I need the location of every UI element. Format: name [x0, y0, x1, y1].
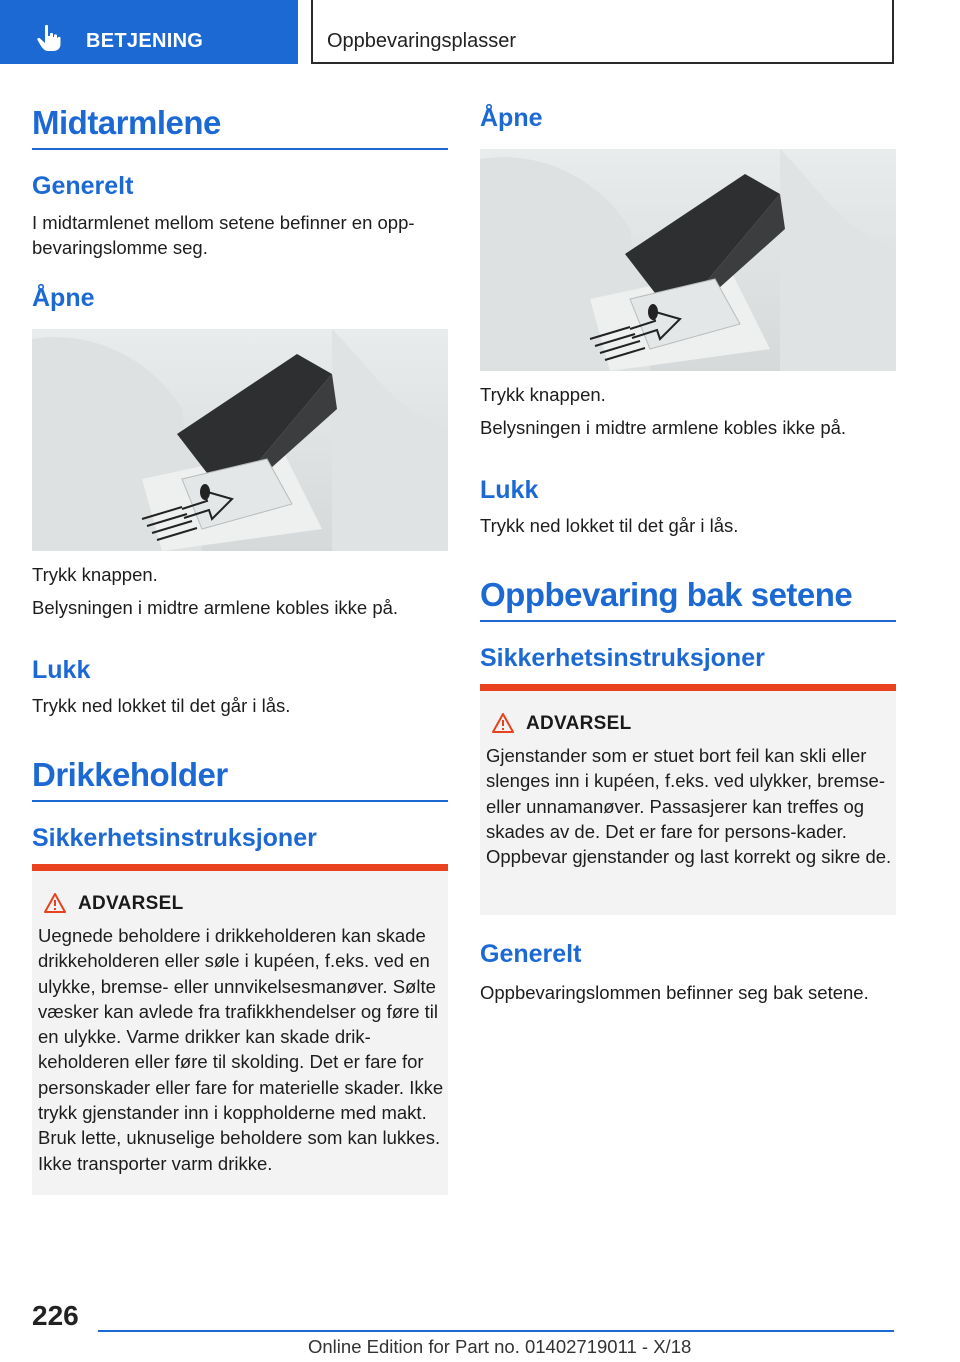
heading-lukk-right: Lukk	[480, 476, 539, 504]
warning-title-right: ADVARSEL	[526, 713, 632, 734]
breadcrumb-box	[311, 0, 894, 64]
footer-edition: Online Edition for Part no. 01402719011 - X/18	[308, 1336, 692, 1357]
warning-triangle-icon	[492, 713, 514, 733]
heading-sikkerhetsinstruksjoner: Sikkerhetsinstruksjoner	[32, 824, 317, 852]
general-text-right: Oppbevaringslommen befinner seg bak setene.	[480, 982, 869, 1003]
heading-generelt-right: Generelt	[480, 940, 582, 968]
close-text-right: Trykk ned lokket til det går i lås.	[480, 515, 739, 536]
warning-text: Uegnede beholdere i drikkeholderen kan skade drikkeholderen eller søle i kupéen, f.eks. ved en ulykke, bremse- eller unnvikelsesmanøver. Sølte væsker kan avlede fra trafikkhendelser og føre til en ulykke. Varme drikker kan skade drik-keholderen eller føre til skolding. Det er fare for personskader eller fare for materielle skader. Ikke trykk gjenstander inn i koppholderne med makt. Bruk lette, uknuselige beholdere som kan lukkes. Ikke transporter varm drikke.	[38, 925, 444, 1174]
open-note-right: Belysningen i midtre armlene kobles ikke på.	[480, 417, 847, 438]
section-label: BETJENING	[86, 30, 204, 52]
open-step: Trykk knappen.	[32, 564, 158, 585]
heading-midtarmlene: Midtarmlene	[32, 104, 448, 150]
warning-box-right	[480, 684, 896, 915]
footer-divider	[98, 1330, 894, 1332]
heading-drikkeholder: Drikkeholder	[32, 756, 448, 802]
hand-pointer-icon	[36, 24, 62, 52]
warning-triangle-icon	[44, 893, 66, 913]
page-number: 226	[32, 1300, 79, 1331]
heading-apne-right: Åpne	[480, 104, 543, 132]
armrest-illustration-right	[480, 149, 896, 371]
general-text: I midtarmlenet mellom setene befinner en opp-bevaringslomme seg.	[32, 212, 415, 258]
open-note: Belysningen i midtre armlene kobles ikke på.	[32, 597, 399, 618]
warning-text-right: Gjenstander som er stuet bort feil kan skli eller slenges inn i kupéen, f.eks. ved ulykker, bremse- eller unnamanøver. Passasjerer kan treffes og skades av de. Det er fare for persons-kader. Oppbevar gjenstander og last korrekt og sikre de.	[486, 745, 892, 868]
heading-oppbevaring-bak-setene: Oppbevaring bak setene	[480, 576, 896, 622]
warning-title: ADVARSEL	[78, 893, 184, 914]
open-step-right: Trykk knappen.	[480, 384, 606, 405]
armrest-photo	[32, 329, 448, 551]
close-text: Trykk ned lokket til det går i lås.	[32, 695, 291, 716]
heading-lukk: Lukk	[32, 656, 91, 684]
warning-box	[32, 864, 448, 1195]
breadcrumb: Oppbevaringsplasser	[327, 30, 516, 52]
armrest-illustration	[32, 329, 448, 551]
section-tab	[0, 0, 298, 64]
armrest-photo-right	[480, 149, 896, 371]
heading-generelt: Generelt	[32, 172, 134, 200]
heading-apne: Åpne	[32, 284, 95, 312]
heading-sikkerhetsinstruksjoner-right: Sikkerhetsinstruksjoner	[480, 644, 765, 672]
